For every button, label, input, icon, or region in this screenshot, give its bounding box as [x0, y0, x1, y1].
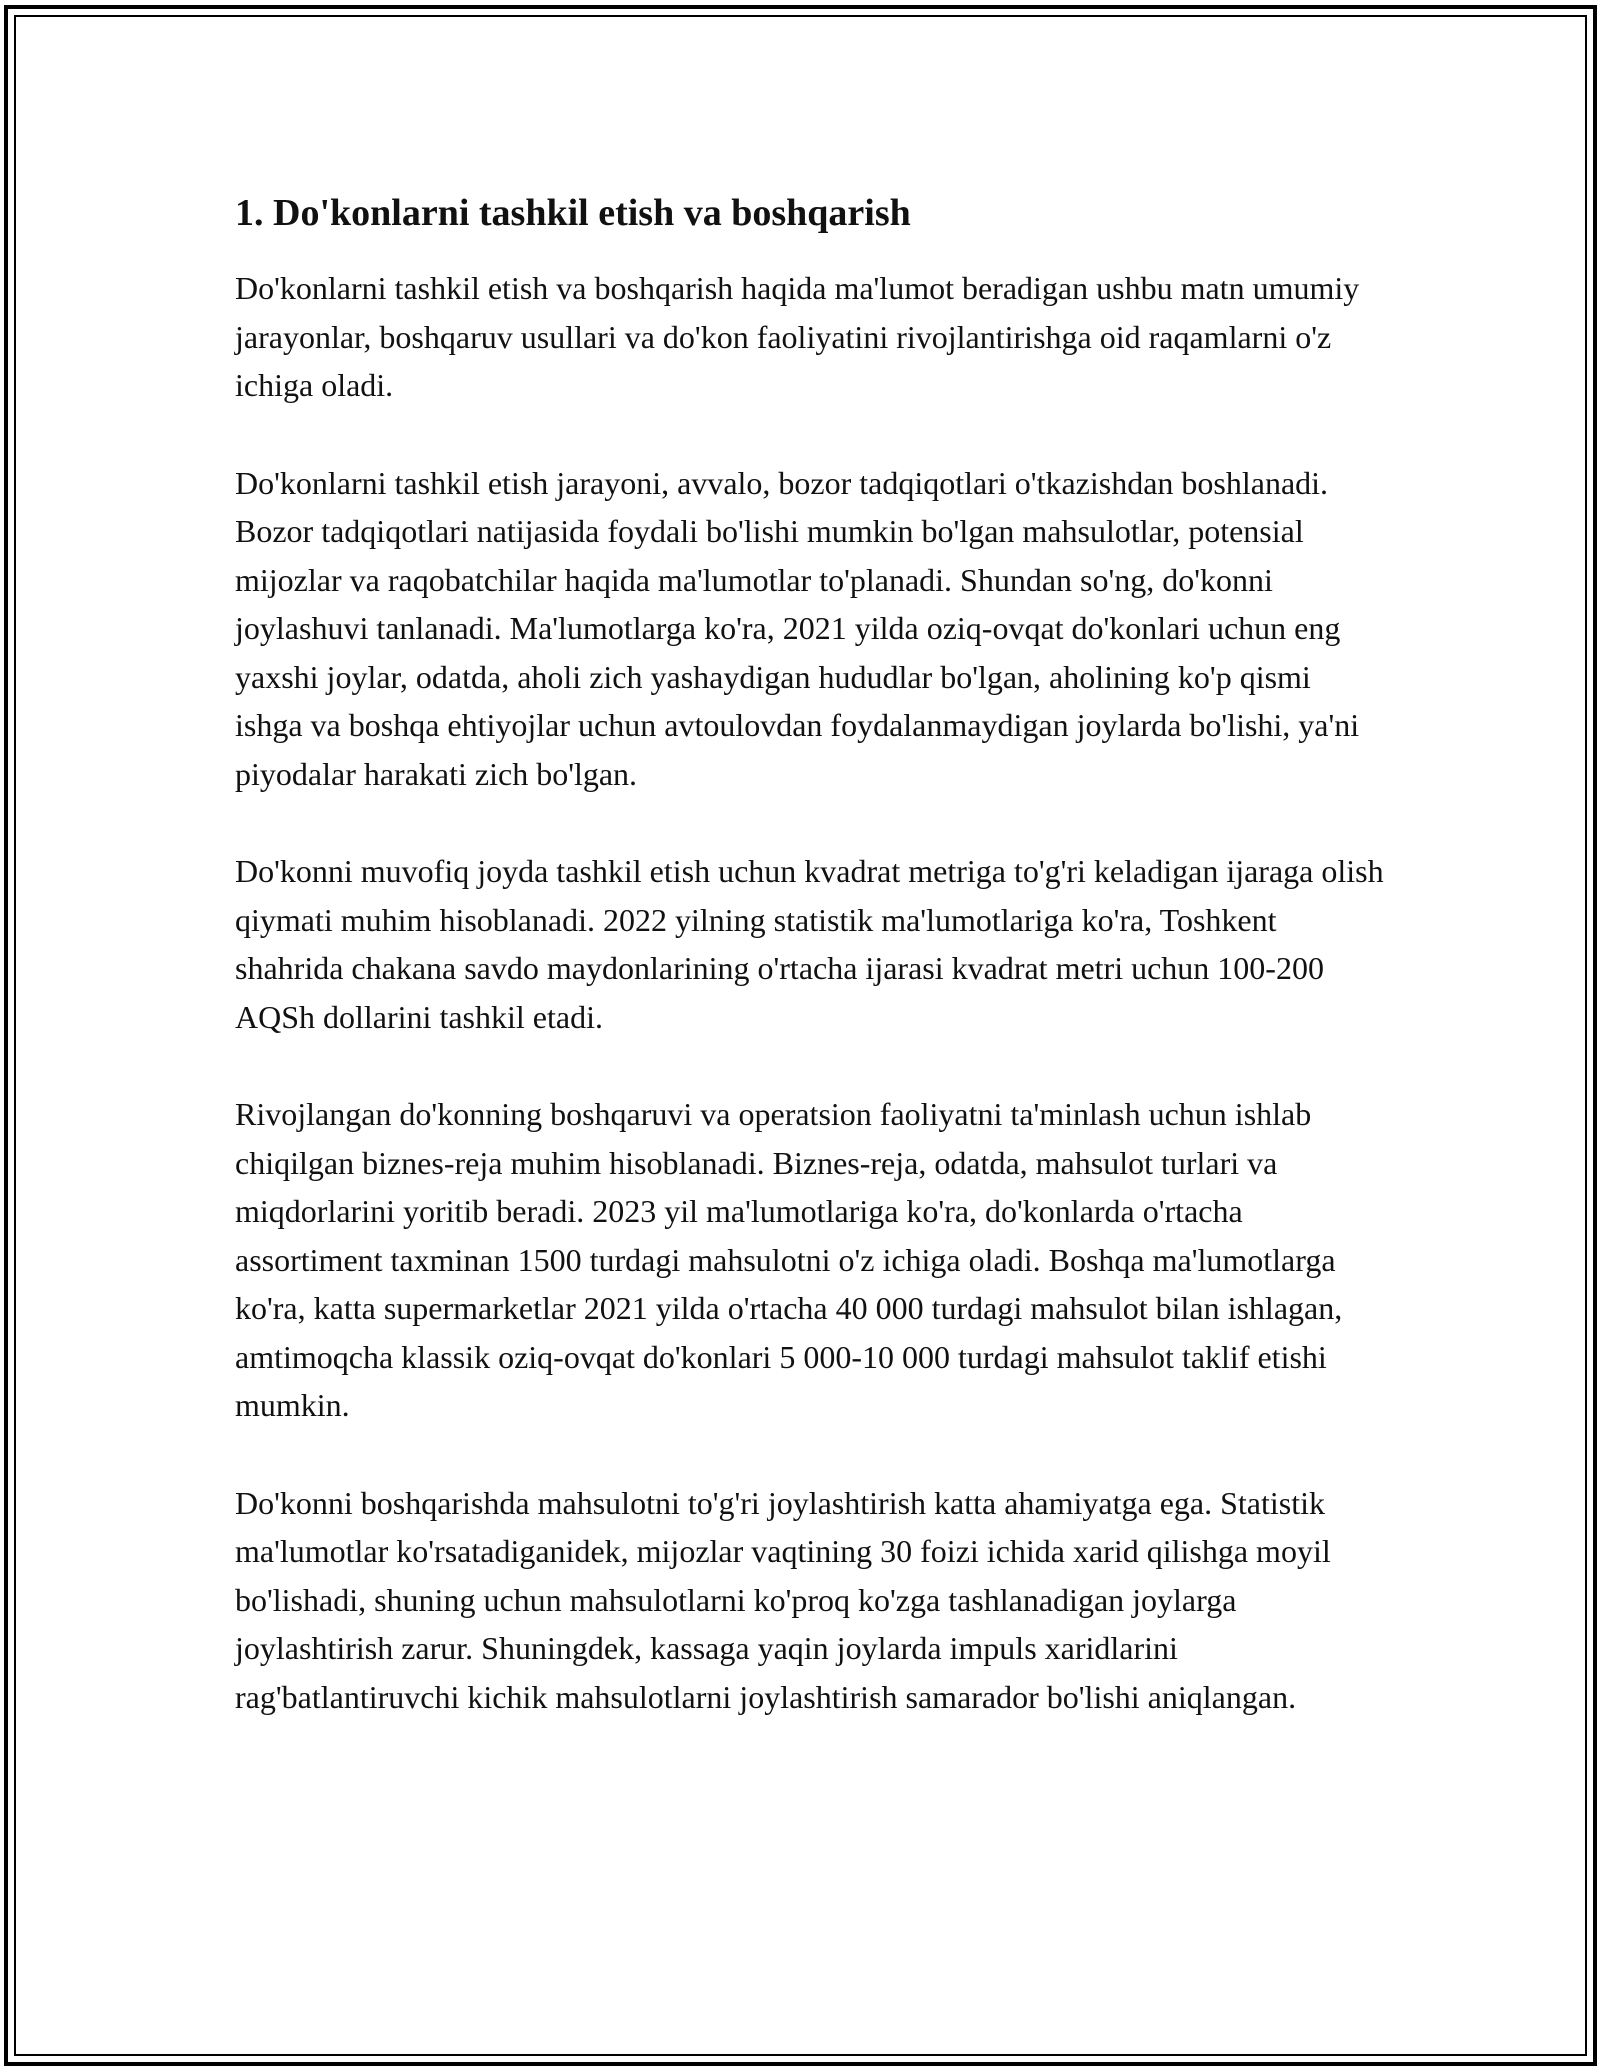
paragraph-rent-cost: Do'konni muvofiq joyda tashkil etish uchun kvadrat metriga to'g'ri keladigan ijaraga olish qiymati muhim hisoblanadi. 2022 yilning statistik ma'lumotlariga ko'ra, Toshkent shahrida chakana savdo maydonlarining o'rtacha ijarasi kvadrat metri uchun 100-200 AQSh dollarini tashkil etadi.: [235, 853, 1384, 1035]
paragraph-intro: Do'konlarni tashkil etish va boshqarish haqida ma'lumot beradigan ushbu matn umumiy jarayonlar, boshqaruv usullari va do'kon faoliyatini rivojlantirishga oid raqamlarni o'z ichiga oladi.: [235, 270, 1360, 403]
paragraph-business-plan: Rivojlangan do'konning boshqaruvi va operatsion faoliyatni ta'minlash uchun ishlab chiqilgan biznes-reja muhim hisoblanadi. Biznes-reja, odatda, mahsulot turlari va miqdorlarini yoritib beradi. 2023 yil ma'lumotlariga ko'ra, do'konlarda o'rtacha assortiment taxminan 1500 turdagi mahsulotni o'z ichiga oladi. Boshqa ma'lumotlarga ko'ra, katta supermarketlar 2021 yilda o'rtacha 40 000 turdagi mahsulot bilan ishlagan, amtimoqcha klassik oziq-ovqat do'konlari 5 000-10 000 turdagi mahsulot taklif etishi mumkin.: [235, 1096, 1343, 1423]
paragraph-market-research: Do'konlarni tashkil etish jarayoni, avvalo, bozor tadqiqotlari o'tkazishdan boshlanadi. Bozor tadqiqotlari natijasida foydali bo'lishi mumkin bo'lgan mahsulotlar, potensial mijozlar va raqobatchilar haqida ma'lumotlar to'planadi. Shundan so'ng, do'konni joylashuvi tanlanadi. Ma'lumotlarga ko'ra, 2021 yilda oziq-ovqat do'konlari uchun eng yaxshi joylar, odatda, aholi zich yashaydigan hududlar bo'lgan, aholining ko'p qismi ishga va boshqa ehtiyojlar uchun avtoulovdan foydalanmaydigan joylarda bo'lishi, ya'ni piyodalar harakati zich bo'lgan.: [235, 464, 1360, 792]
paragraph-product-placement: Do'konni boshqarishda mahsulotni to'g'ri joylashtirish katta ahamiyatga ega. Statistik ma'lumotlar ko'rsatadiganidek, mijozlar vaqtining 30 foizi ichida xarid qilishga moyil bo'lishadi, shuning uchun mahsulotlarni ko'proq ko'zga tashlanadigan joylarga joylashtirish zarur. Shuningdek, kassaga yaqin joylarda impuls xaridlarini rag'batlantiruvchi kichik mahsulotlarni joylashtirish samarador bo'lishi aniqlangan.: [235, 1484, 1331, 1715]
document-body: [235, 188, 1385, 1770]
section-heading: 1. Do'konlarni tashkil etish va boshqarish: [235, 192, 911, 234]
